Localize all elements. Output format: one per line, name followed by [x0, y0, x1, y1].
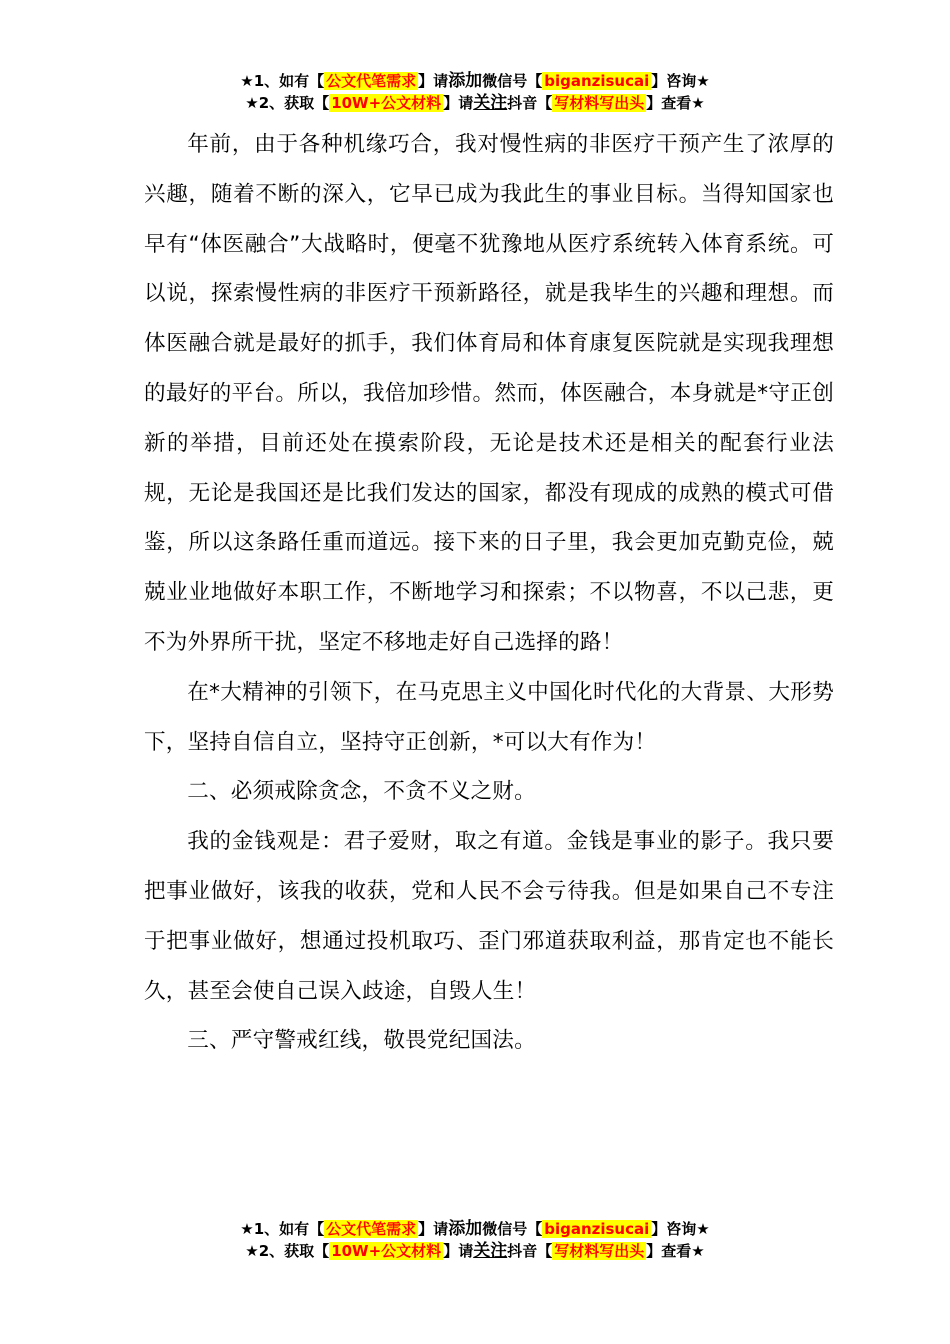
banner-text: 】请: [418, 72, 449, 90]
banner-line-2: [0, 92, 950, 114]
paragraph: 年前，由于各种机缘巧合，我对慢性病的非医疗干预产生了浓厚的兴趣，随着不断的深入，它早已成为我此生的事业目标。当得知国家也早有“体医融合”大战略时，便毫不犹豫地从医疗系统转入体育系统。可以说，探索慢性病的非医疗干预新路径，就是我毕生的兴趣和理想。而体医融合就是最好的抓手，我们体育局和体育康复医院就是实现我理想的最好的平台。所以，我倍加珍惜。然而，体医融合，本身就是*守正创新的举措，目前还处在摸索阶段，无论是技术还是相关的配套行业法规，无论是我国还是比我们发达的国家，都没有现成的成熟的模式可借鉴，所以这条路任重而道远。接下来的日子里，我会更加克勤克俭，兢兢业业地做好本职工作，不断地学习和探索；不以物喜，不以己悲，更不为外界所干扰，坚定不移地走好自己选择的路！: [144, 132, 834, 655]
banner-text: 】请: [443, 94, 474, 112]
banner-highlight: 写材料写出头: [554, 1242, 645, 1260]
banner-highlight: biganzisucai: [544, 1220, 650, 1238]
banner-text: ★2、获取【: [245, 1242, 330, 1260]
header-banner: [0, 70, 950, 114]
banner-text: 微信号【: [482, 72, 543, 90]
document-body: [144, 120, 834, 1066]
banner-highlight: biganzisucai: [544, 72, 650, 90]
banner-text: 】请: [418, 1220, 449, 1238]
banner-line-1: [0, 70, 950, 92]
banner-text: 】查看★: [646, 94, 705, 112]
banner-text: 微信号【: [482, 1220, 543, 1238]
banner-highlight: 公文代笔需求: [326, 72, 417, 90]
section-heading: 二、必须戒除贪念，不贪不义之财。: [187, 779, 536, 805]
banner-text: 】咨询★: [651, 1220, 710, 1238]
banner-line-2: [0, 1240, 950, 1262]
banner-text: 抖音【: [507, 94, 553, 112]
banner-text: ★2、获取【: [245, 94, 330, 112]
banner-highlight: 公文代笔需求: [326, 1220, 417, 1238]
paragraph: 我的金钱观是：君子爱财，取之有道。金钱是事业的影子。我只要把事业做好，该我的收获，党和人民不会亏待我。但是如果自己不专注于把事业做好，想通过投机取巧、歪门邪道获取利益，那肯定也不能长久，甚至会使自己误入歧途，自毁人生！: [144, 829, 834, 1004]
banner-text: ★1、如有【: [240, 1220, 325, 1238]
banner-text: 抖音【: [507, 1242, 553, 1260]
paragraph: 在*大精神的引领下，在马克思主义中国化时代化的大背景、大形势下，坚持自信自立，坚持守正创新，*可以大有作为！: [144, 679, 834, 755]
banner-highlight: 10W+公文材料: [331, 1242, 442, 1260]
banner-text: 】查看★: [646, 1242, 705, 1260]
banner-highlight: 10W+公文材料: [331, 94, 442, 112]
banner-text: ★1、如有【: [240, 72, 325, 90]
banner-emphasis: 关注: [473, 93, 508, 113]
banner-emphasis: 添加: [448, 71, 483, 91]
banner-highlight: 写材料写出头: [554, 94, 645, 112]
banner-line-1: [0, 1218, 950, 1240]
banner-text: 】请: [443, 1242, 474, 1260]
banner-text: 】咨询★: [651, 72, 710, 90]
banner-emphasis: 关注: [473, 1241, 508, 1261]
banner-emphasis: 添加: [448, 1219, 483, 1239]
section-heading: 三、严守警戒红线，敬畏党纪国法。: [187, 1028, 536, 1054]
footer-banner: [0, 1218, 950, 1262]
